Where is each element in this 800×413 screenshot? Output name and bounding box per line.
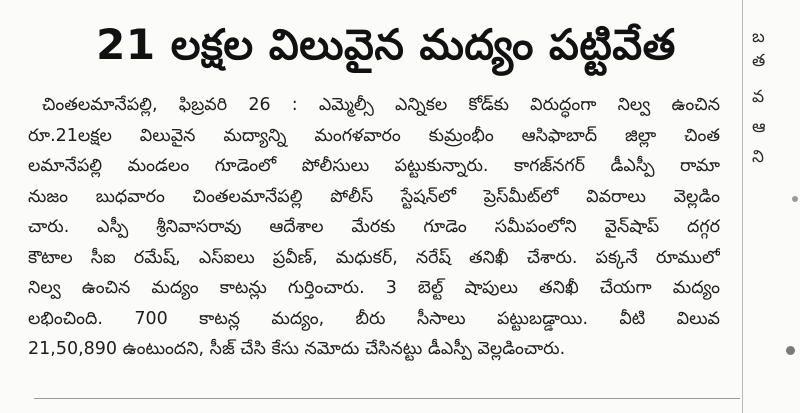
article-headline: 21 లక్షల విలువైన మద్యం పట్టివేత bbox=[96, 20, 676, 69]
column-divider bbox=[742, 0, 743, 413]
article-line: చింతలమానేపల్లి, ఫిబ్రవరి 26 : ఎమ్మెల్సీ ఎన్నికల కోడ్‌కు విరుద్ధంగా నిల్వ ఉంచిన bbox=[42, 95, 720, 115]
article-body bbox=[28, 90, 720, 365]
adjacent-text-fragment: త bbox=[752, 51, 766, 71]
adjacent-text-fragment: ఆ bbox=[752, 117, 766, 137]
adjacent-column bbox=[752, 0, 800, 413]
article-line: కౌటాల సీఐ రమేష్, ఎస్ఐలు ప్రవీణ్, మధుకర్, నరేష్ తనిఖీ చేశారు. పక్కనే రూములో bbox=[28, 247, 720, 268]
article-line: లభించింది. 700 కాటన్ల మద్యం, బీరు సీసాలు పట్టుబడ్డాయి. వీటి విలువ bbox=[28, 308, 720, 329]
article-line: నుజం బుధవారం చింతలమానేపల్లి పోలీస్ స్టేషన్‌లో ప్రెస్‌మీట్‌లో వివరాలు వెల్లడిం bbox=[28, 186, 720, 207]
article-line: నిల్వ ఉంచిన మద్యం కాటన్లు గుర్తించారు. 3 బెల్ట్ షాపులు తనిఖీ చేయగా మద్యం bbox=[28, 278, 720, 298]
article-line: చారు. ఎస్పీ శ్రీనివాసరావు ఆదేశాల మేరకు గూడెం సమీపంలోని వైన్‌షాప్ దగ్గర bbox=[28, 217, 720, 237]
bullet-dot-icon bbox=[792, 196, 798, 202]
news-article bbox=[28, 0, 740, 413]
article-line: రూ.21లక్షల విలువైన మద్యాన్ని మంగళవారం కుమ్రంభీం ఆసిఫాబాద్ జిల్లా చింత bbox=[28, 125, 720, 146]
article-line: 21,50,890 ఉంటుందని, సీజ్ చేసి కేసు నమోదు చేసినట్టు డీఎస్పీ వెల్లడించారు. bbox=[28, 339, 566, 359]
adjacent-text-fragment: వ bbox=[752, 87, 765, 107]
adjacent-text-fragment: బ bbox=[752, 27, 765, 47]
bullet-dot-icon bbox=[786, 346, 795, 355]
article-line: లమానేపల్లి మండలం గూడెంలో పోలీసులు పట్టుకున్నారు. కాగజ్‌నగర్ డీఎస్పీ రామా bbox=[28, 156, 720, 176]
adjacent-text-fragment: ని bbox=[752, 147, 764, 167]
bottom-divider bbox=[34, 398, 740, 399]
